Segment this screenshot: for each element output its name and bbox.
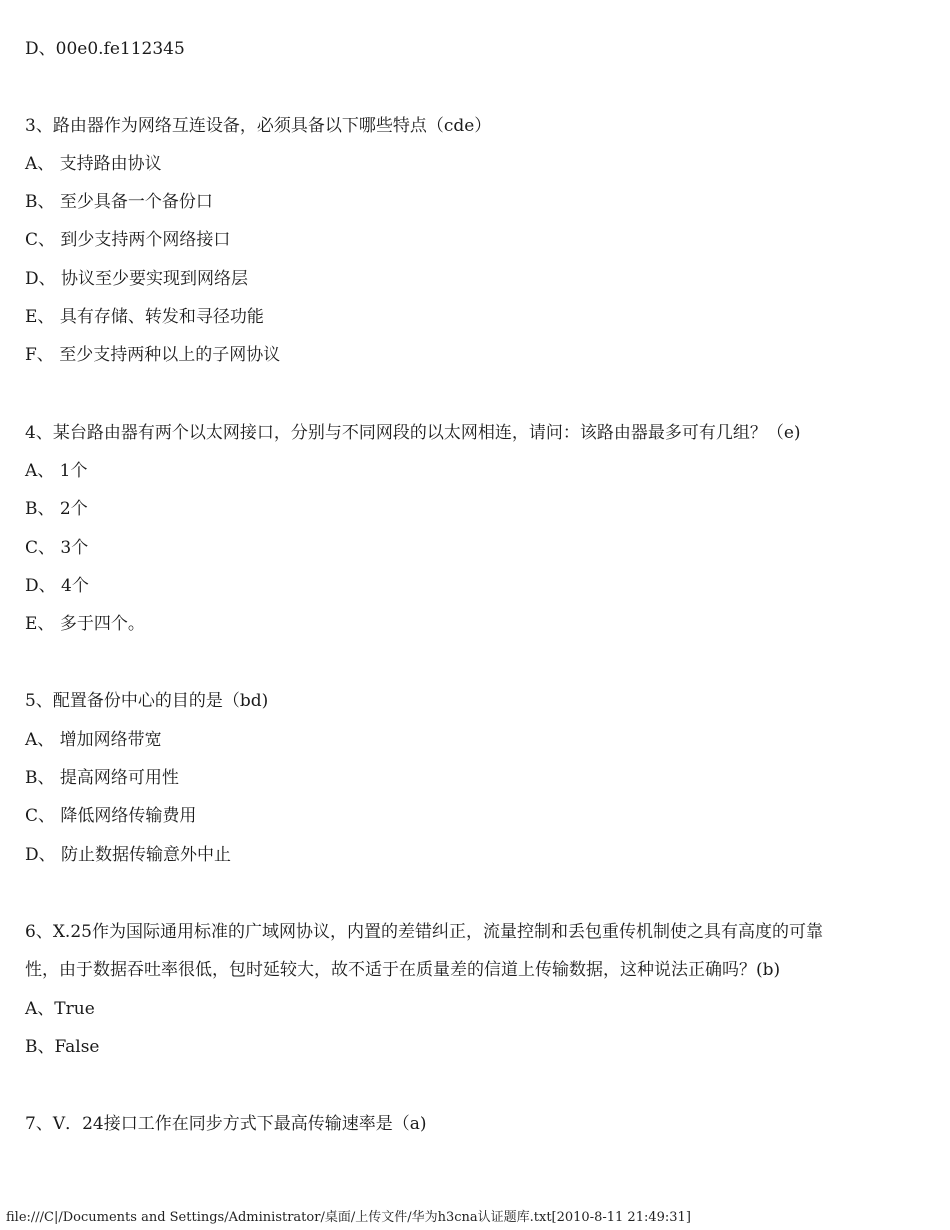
answer-option: E、 多于四个。 [25,614,145,634]
answer-option: A、True [25,999,95,1019]
question-text: 5、配置备份中心的目的是（bd) [25,691,269,711]
question-text-continued: 性，由于数据吞吐率很低，包时延较大，故不适于在质量差的信道上传输数据，这种说法正确吗？(b) [25,960,781,980]
answer-option: D、 4个 [25,576,89,596]
question-text: 3、路由器作为网络互连设备，必须具备以下哪些特点（cde） [25,116,492,136]
answer-option: C、 降低网络传输费用 [25,806,197,826]
question-text: 7、V．24接口工作在同步方式下最高传输速率是（a) [25,1114,427,1134]
answer-option: A、 1个 [25,461,88,481]
answer-option: B、False [25,1037,100,1057]
answer-option: C、 3个 [25,538,89,558]
answer-option: E、 具有存储、转发和寻径功能 [25,307,264,327]
answer-option: A、 增加网络带宽 [25,730,162,750]
question-text: 4、某台路由器有两个以太网接口，分别与不同网段的以太网相连，请问：该路由器最多可有几组？（e) [25,423,801,443]
answer-option: F、 至少支持两种以上的子网协议 [25,345,281,365]
answer-option: D、 协议至少要实现到网络层 [25,269,249,289]
answer-option: B、 2个 [25,499,88,519]
question-text: 6、X.25作为国际通用标准的广域网协议，内置的差错纠正，流量控制和丢包重传机制使之具有高度的可靠 [25,922,823,942]
answer-option: A、 支持路由协议 [25,154,162,174]
answer-option: D、 防止数据传输意外中止 [25,845,232,865]
answer-option: B、 至少具备一个备份口 [25,192,213,212]
answer-option: B、 提高网络可用性 [25,768,179,788]
file-path-footer: file:///C|/Documents and Settings/Administrator/桌面/上传文件/华为h3cna认证题库.txt[2010-8-11 21:49:31] [6,1210,691,1225]
answer-option: D、00e0.fe112345 [25,39,185,59]
answer-option: C、 到少支持两个网络接口 [25,230,231,250]
